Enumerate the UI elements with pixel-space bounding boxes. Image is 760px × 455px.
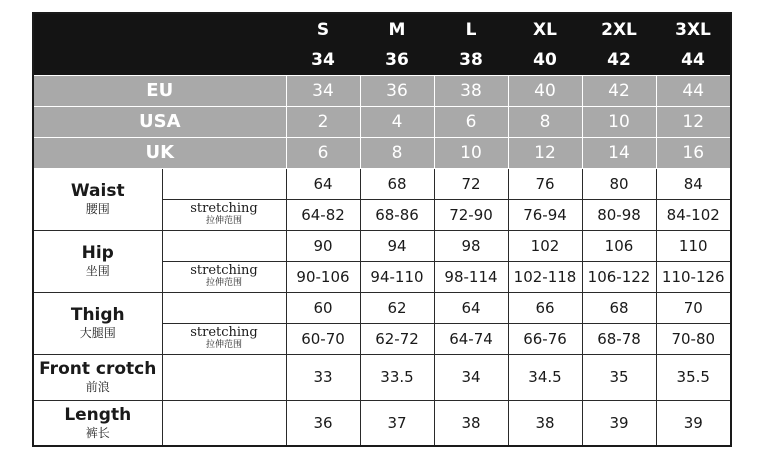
measurement-value: 62 <box>360 292 434 323</box>
measurement-value: 39 <box>656 400 731 446</box>
stretch-range-value: 64-74 <box>434 323 508 354</box>
header-size-label: S <box>286 13 360 45</box>
header-size-number: 38 <box>434 45 508 75</box>
measurement-value: 33 <box>286 354 360 400</box>
region-value: 36 <box>360 75 434 106</box>
size-chart-table <box>32 12 732 447</box>
measurement-sub-blank <box>162 400 286 446</box>
measurement-value: 68 <box>582 292 656 323</box>
measurement-value: 106 <box>582 230 656 261</box>
measurement-value: 38 <box>508 400 582 446</box>
region-value: 8 <box>508 106 582 137</box>
header-size-label: 2XL <box>582 13 656 45</box>
measurement-name-cn: 大腿围 <box>79 326 116 340</box>
measurement-value: 102 <box>508 230 582 261</box>
region-row-eu <box>33 75 731 106</box>
stretching-label-cn: 拉伸范围 <box>205 216 242 226</box>
stretch-range-value: 72-90 <box>434 199 508 230</box>
measurement-row-thigh <box>33 292 731 323</box>
measurement-value: 64 <box>286 168 360 199</box>
measurement-value: 70 <box>656 292 731 323</box>
measurement-name-cn: 裤长 <box>85 425 110 440</box>
measurement-value: 68 <box>360 168 434 199</box>
stretch-range-value: 110-126 <box>656 261 731 292</box>
region-row-usa <box>33 106 731 137</box>
measurement-row-waist <box>33 168 731 199</box>
measurement-sub-blank <box>162 354 286 400</box>
region-value: 42 <box>582 75 656 106</box>
region-value: 16 <box>656 137 731 168</box>
header-size-label: XL <box>508 13 582 45</box>
measurement-label-cell <box>33 292 162 354</box>
header-size-number: 42 <box>582 45 656 75</box>
stretch-range-value: 68-78 <box>582 323 656 354</box>
measurement-row-hip <box>33 230 731 261</box>
measurement-label-cell <box>33 230 162 292</box>
stretch-range-value: 90-106 <box>286 261 360 292</box>
region-value: 40 <box>508 75 582 106</box>
measurement-name: Length <box>64 404 132 425</box>
measurement-label-cell <box>33 400 162 446</box>
stretching-label-cn: 拉伸范围 <box>205 340 242 350</box>
measurement-sub-blank <box>162 168 286 199</box>
measurement-value: 37 <box>360 400 434 446</box>
region-value: 6 <box>434 106 508 137</box>
region-value: 2 <box>286 106 360 137</box>
measurement-label-cell <box>33 168 162 230</box>
measurement-value: 33.5 <box>360 354 434 400</box>
region-value: 10 <box>582 106 656 137</box>
measurement-value: 38 <box>434 400 508 446</box>
region-value: 12 <box>508 137 582 168</box>
stretch-range-value: 84-102 <box>656 199 731 230</box>
measurement-value: 35 <box>582 354 656 400</box>
stretch-range-value: 66-76 <box>508 323 582 354</box>
header-size-number: 34 <box>286 45 360 75</box>
measurement-value: 110 <box>656 230 731 261</box>
measurement-name-cn: 腰围 <box>85 202 110 216</box>
stretch-range-value: 68-86 <box>360 199 434 230</box>
measurement-value: 90 <box>286 230 360 261</box>
measurement-label-cell <box>33 354 162 400</box>
header-size-label: L <box>434 13 508 45</box>
region-label: EU <box>33 75 286 106</box>
stretch-range-value: 102-118 <box>508 261 582 292</box>
header-size-number: 40 <box>508 45 582 75</box>
measurement-value: 35.5 <box>656 354 731 400</box>
stretching-label-cell <box>162 323 286 354</box>
header-blank-cell <box>33 13 286 75</box>
measurement-sub-blank <box>162 292 286 323</box>
stretching-label-cell <box>162 261 286 292</box>
stretch-range-value: 76-94 <box>508 199 582 230</box>
region-label: USA <box>33 106 286 137</box>
region-label: UK <box>33 137 286 168</box>
stretching-label-cell <box>162 199 286 230</box>
measurement-value: 72 <box>434 168 508 199</box>
region-value: 38 <box>434 75 508 106</box>
stretch-range-value: 62-72 <box>360 323 434 354</box>
stretch-range-value: 94-110 <box>360 261 434 292</box>
header-size-number: 44 <box>656 45 731 75</box>
measurement-name-cn: 前浪 <box>85 380 110 394</box>
measurement-row-length <box>33 400 731 446</box>
region-value: 4 <box>360 106 434 137</box>
measurement-value: 80 <box>582 168 656 199</box>
measurement-name: Hip <box>81 243 114 263</box>
measurement-value: 34 <box>434 354 508 400</box>
stretch-range-value: 106-122 <box>582 261 656 292</box>
measurement-value: 98 <box>434 230 508 261</box>
measurement-sub-blank <box>162 230 286 261</box>
measurement-value: 66 <box>508 292 582 323</box>
region-row-uk <box>33 137 731 168</box>
measurement-row-front-crotch <box>33 354 731 400</box>
stretching-label: stretching <box>190 201 258 216</box>
region-value: 34 <box>286 75 360 106</box>
header-size-label: M <box>360 13 434 45</box>
measurement-value: 36 <box>286 400 360 446</box>
measurement-name: Waist <box>70 181 125 201</box>
measurement-value: 34.5 <box>508 354 582 400</box>
region-value: 8 <box>360 137 434 168</box>
region-value: 6 <box>286 137 360 168</box>
stretch-range-value: 64-82 <box>286 199 360 230</box>
stretch-range-value: 70-80 <box>656 323 731 354</box>
measurement-name: Thigh <box>70 305 125 325</box>
measurement-value: 84 <box>656 168 731 199</box>
stretch-range-value: 60-70 <box>286 323 360 354</box>
measurement-value: 60 <box>286 292 360 323</box>
region-value: 12 <box>656 106 731 137</box>
header-size-label: 3XL <box>656 13 731 45</box>
measurement-name: Front crotch <box>39 359 157 379</box>
measurement-value: 94 <box>360 230 434 261</box>
measurement-value: 76 <box>508 168 582 199</box>
region-value: 10 <box>434 137 508 168</box>
region-value: 44 <box>656 75 731 106</box>
header-size-row <box>33 13 731 45</box>
stretch-range-value: 80-98 <box>582 199 656 230</box>
header-size-number: 36 <box>360 45 434 75</box>
stretching-label-cn: 拉伸范围 <box>205 278 242 288</box>
region-value: 14 <box>582 137 656 168</box>
stretching-label: stretching <box>190 263 258 278</box>
measurement-name-cn: 坐围 <box>85 264 110 278</box>
measurement-value: 64 <box>434 292 508 323</box>
stretch-range-value: 98-114 <box>434 261 508 292</box>
measurement-value: 39 <box>582 400 656 446</box>
stretching-label: stretching <box>190 325 258 340</box>
